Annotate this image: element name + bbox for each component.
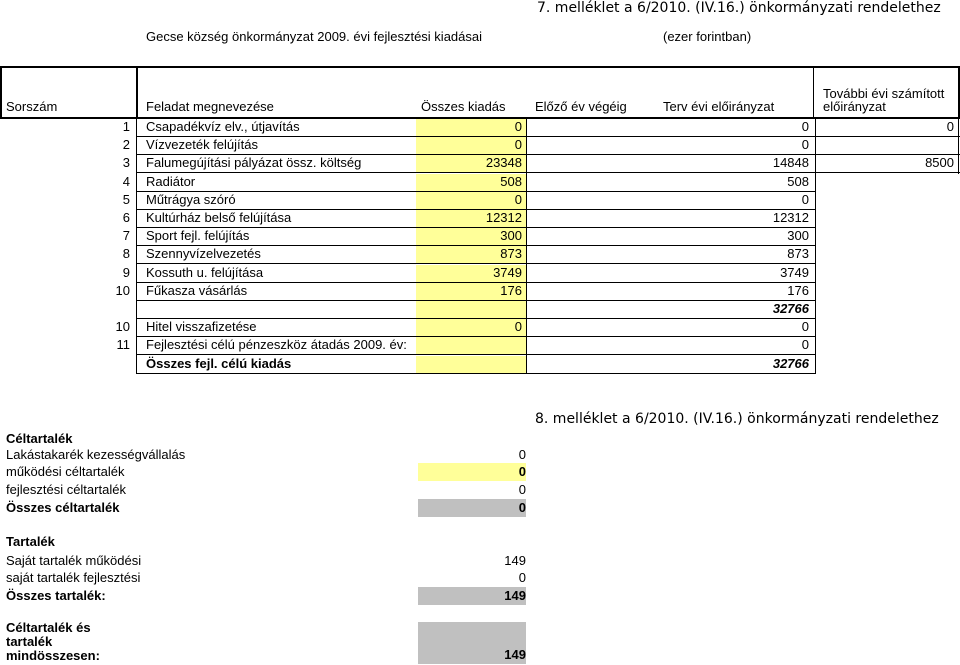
row-name: Fejlesztési célú pénzeszköz átadás 2009. év: [146,337,407,352]
row-name: Kossuth u. felújítása [146,265,264,280]
row-number [90,355,130,373]
row-name: Fűkasza vásárlás [146,283,248,298]
row-terv: 12312 [772,210,809,225]
page-title: Gecse község önkormányzat 2009. évi fejlesztési kiadásai [146,29,483,44]
row-name: Hitel visszafizetése [146,319,257,334]
row-number [90,300,130,318]
row-number: 7 [122,228,130,243]
celtartalek-value-0: 0 [518,447,526,462]
tartalek-total-value: 149 [418,587,526,605]
row-name: Műtrágya szóró [146,192,236,207]
mindosszesen-label-1: Céltartalék és [6,620,91,635]
row-terv: 0 [801,319,809,334]
row-name: Sport fejl. felújítás [146,228,250,243]
row-osszes: 176 [500,283,522,298]
tartalek-total-label: Összes tartalék: [6,588,106,603]
row-tovabbi [820,136,954,154]
row-number: 10 [115,319,130,334]
row-osszes: 300 [500,228,522,243]
row-tovabbi: 8500 [925,155,954,170]
header-elozo: Előző év végéig [535,99,627,114]
row-terv: 873 [787,246,809,261]
celtartalek-label-1: működési céltartalék [6,464,125,479]
row-osszes: 0 [514,192,522,207]
row-name: Falumegújítási pályázat össz. költség [146,155,362,170]
row-terv: 508 [787,174,809,189]
row-osszes: 3749 [493,265,522,280]
row-terv: 14848 [772,155,809,170]
row-name: Kultúrház belső felújítása [146,210,292,225]
row-tovabbi [820,245,954,263]
row-number: 9 [122,265,130,280]
row-osszes [416,355,522,373]
row-name: Összes fejl. célú kiadás [146,356,292,371]
row-osszes: 23348 [485,155,522,170]
row-osszes: 0 [514,137,522,152]
row-tovabbi [820,336,954,354]
row-number: 1 [122,119,130,134]
celtartalek-title: Céltartalék [6,431,73,446]
celtartalek-total-label: Összes céltartalék [6,500,120,515]
row-number: 11 [116,337,130,352]
row-tovabbi [820,209,954,227]
row-tovabbi [820,318,954,336]
row-name: Csapadékvíz elv., útjavítás [146,119,300,134]
row-tovabbi [820,264,954,282]
annex-title-top: 7. melléklet a 6/2010. (IV.16.) önkormányzati rendelethez [537,0,941,16]
header-tovabbi-2: előirányzat [823,99,886,114]
header-terv: Terv évi előirányzat [663,99,775,114]
tartalek-value-1: 0 [518,570,526,585]
row-osszes: 873 [500,246,522,261]
row-osszes [416,300,522,318]
celtartalek-label-2: fejlesztési céltartalék [6,482,126,497]
row-terv: 32766 [772,356,809,371]
row-name: Szennyvízelvezetés [146,246,261,261]
row-number: 3 [122,155,130,170]
row-number: 10 [115,283,130,298]
tartalek-label-0: Saját tartalék működési [6,553,142,568]
row-terv: 0 [801,192,809,207]
mindosszesen-label-2: tartalék [6,634,53,649]
header-feladat: Feladat megnevezése [146,99,274,114]
mindosszesen-value: 149 [504,647,526,662]
row-osszes: 12312 [485,210,522,225]
row-terv: 32766 [772,301,809,316]
row-tovabbi [820,355,954,373]
row-number: 2 [122,137,130,152]
row-tovabbi [820,227,954,245]
tartalek-label-1: saját tartalék fejlesztési [6,570,141,585]
row-number: 5 [122,192,130,207]
row-osszes: 0 [514,119,522,134]
row-terv: 300 [787,228,809,243]
row-terv: 0 [801,337,809,352]
row-tovabbi: 0 [946,119,954,134]
row-number: 6 [122,210,130,225]
row-terv: 0 [801,137,809,152]
row-tovabbi [820,191,954,209]
tartalek-value-0: 149 [504,553,526,568]
row-osszes [416,336,522,354]
row-name: Vízvezeték felújítás [146,137,258,152]
header-sorszam: Sorszám [6,99,58,114]
row-terv: 176 [787,283,809,298]
row-number: 8 [122,246,130,261]
celtartalek-label-0: Lakástakarék kezességvállalás [6,447,186,462]
row-osszes: 0 [514,319,522,334]
row-tovabbi [820,282,954,300]
header-tovabbi-1: További évi számított [823,86,945,101]
celtartalek-value-1: 0 [418,463,526,481]
annex-title-bottom: 8. melléklet a 6/2010. (IV.16.) önkormányzati rendelethez [535,411,939,427]
celtartalek-value-2: 0 [518,482,526,497]
mindosszesen-label-3: mindösszesen: [6,648,100,663]
row-name: Radiátor [146,174,196,189]
header-osszes: Összes kiadás [421,99,506,114]
row-osszes: 508 [500,174,522,189]
row-number: 4 [122,174,130,189]
row-tovabbi [820,300,954,318]
celtartalek-total-value: 0 [418,499,526,517]
unit-label: (ezer forintban) [663,29,752,44]
tartalek-title: Tartalék [6,534,55,549]
row-terv: 0 [801,119,809,134]
row-tovabbi [820,173,954,191]
row-terv: 3749 [780,265,809,280]
